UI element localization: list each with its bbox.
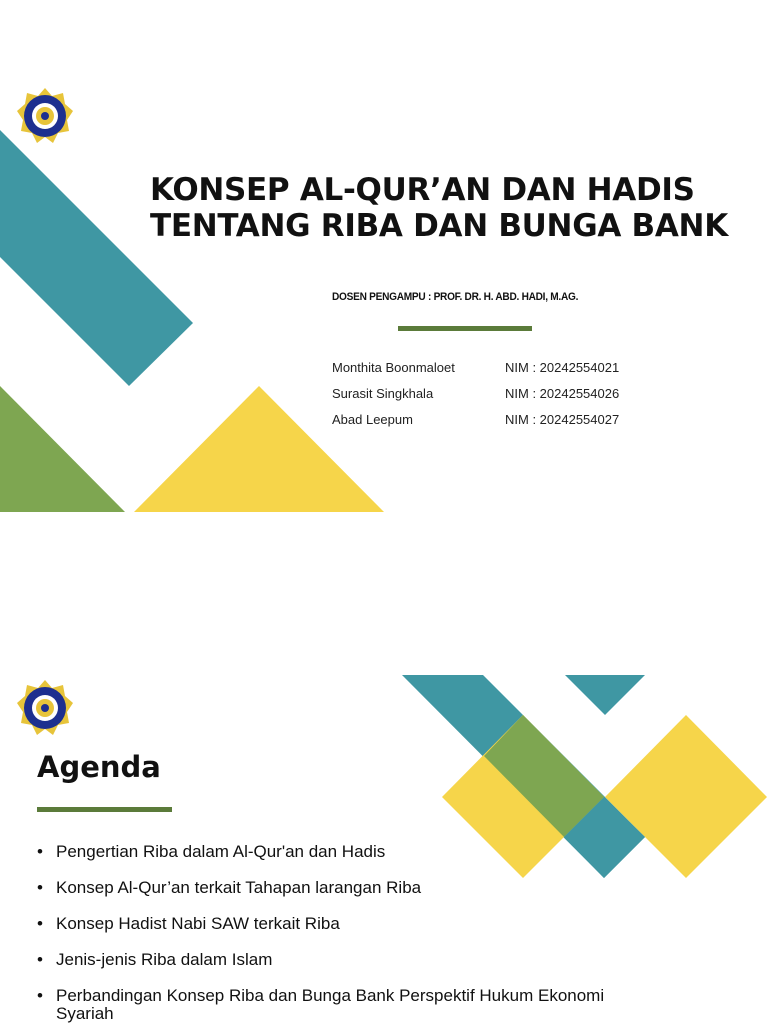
student-name: Monthita Boonmaloet (332, 359, 455, 375)
university-logo-icon (16, 87, 74, 145)
green-triangle (0, 386, 125, 512)
agenda-divider (37, 807, 172, 812)
agenda-list (37, 843, 637, 1024)
student-name: Abad Leepum (332, 411, 413, 427)
agenda-item-text: Konsep Al-Qur’an terkait Tahapan larangan Riba (56, 878, 422, 897)
student-nim: NIM : 20242554026 (505, 385, 620, 401)
agenda-item (37, 843, 637, 861)
agenda-item (37, 879, 637, 897)
title-line-1: KONSEP AL-QUR’AN DAN HADIS (150, 172, 695, 208)
bullet-icon: • (37, 878, 43, 897)
title-line-2: TENTANG RIBA DAN BUNGA BANK (150, 208, 728, 244)
student-list (332, 354, 672, 432)
teal-diagonal-band (0, 130, 193, 386)
bullet-icon: • (37, 986, 43, 1005)
agenda-heading: Agenda (37, 750, 161, 784)
student-name: Surasit Singkhala (332, 385, 434, 401)
bullet-icon: • (37, 950, 43, 969)
agenda-item (37, 951, 637, 969)
agenda-item-text: Pengertian Riba dalam Al-Qur'an dan Hadis (56, 842, 386, 861)
student-row (332, 406, 672, 432)
agenda-item-text: Konsep Hadist Nabi SAW terkait Riba (56, 914, 340, 933)
agenda-item-text: Jenis-jenis Riba dalam Islam (56, 950, 273, 969)
agenda-item-text: Perbandingan Konsep Riba dan Bunga Bank Perspektif Hukum Ekonomi Syariah (56, 986, 605, 1023)
presentation-title (150, 172, 760, 244)
student-nim: NIM : 20242554021 (505, 359, 620, 375)
agenda-item (37, 987, 637, 1023)
student-row (332, 380, 672, 406)
agenda-item (37, 915, 637, 933)
student-nim: NIM : 20242554027 (505, 411, 620, 427)
lecturer-label: DOSEN PENGAMPU : PROF. DR. H. ABD. HADI, M.AG. (332, 291, 579, 303)
bullet-icon: • (37, 842, 43, 861)
title-divider (398, 326, 532, 331)
university-logo-icon (16, 679, 74, 737)
teal-small-triangle (565, 675, 645, 715)
bullet-icon: • (37, 914, 43, 933)
agenda-slide (0, 512, 768, 1024)
student-row (332, 354, 672, 380)
